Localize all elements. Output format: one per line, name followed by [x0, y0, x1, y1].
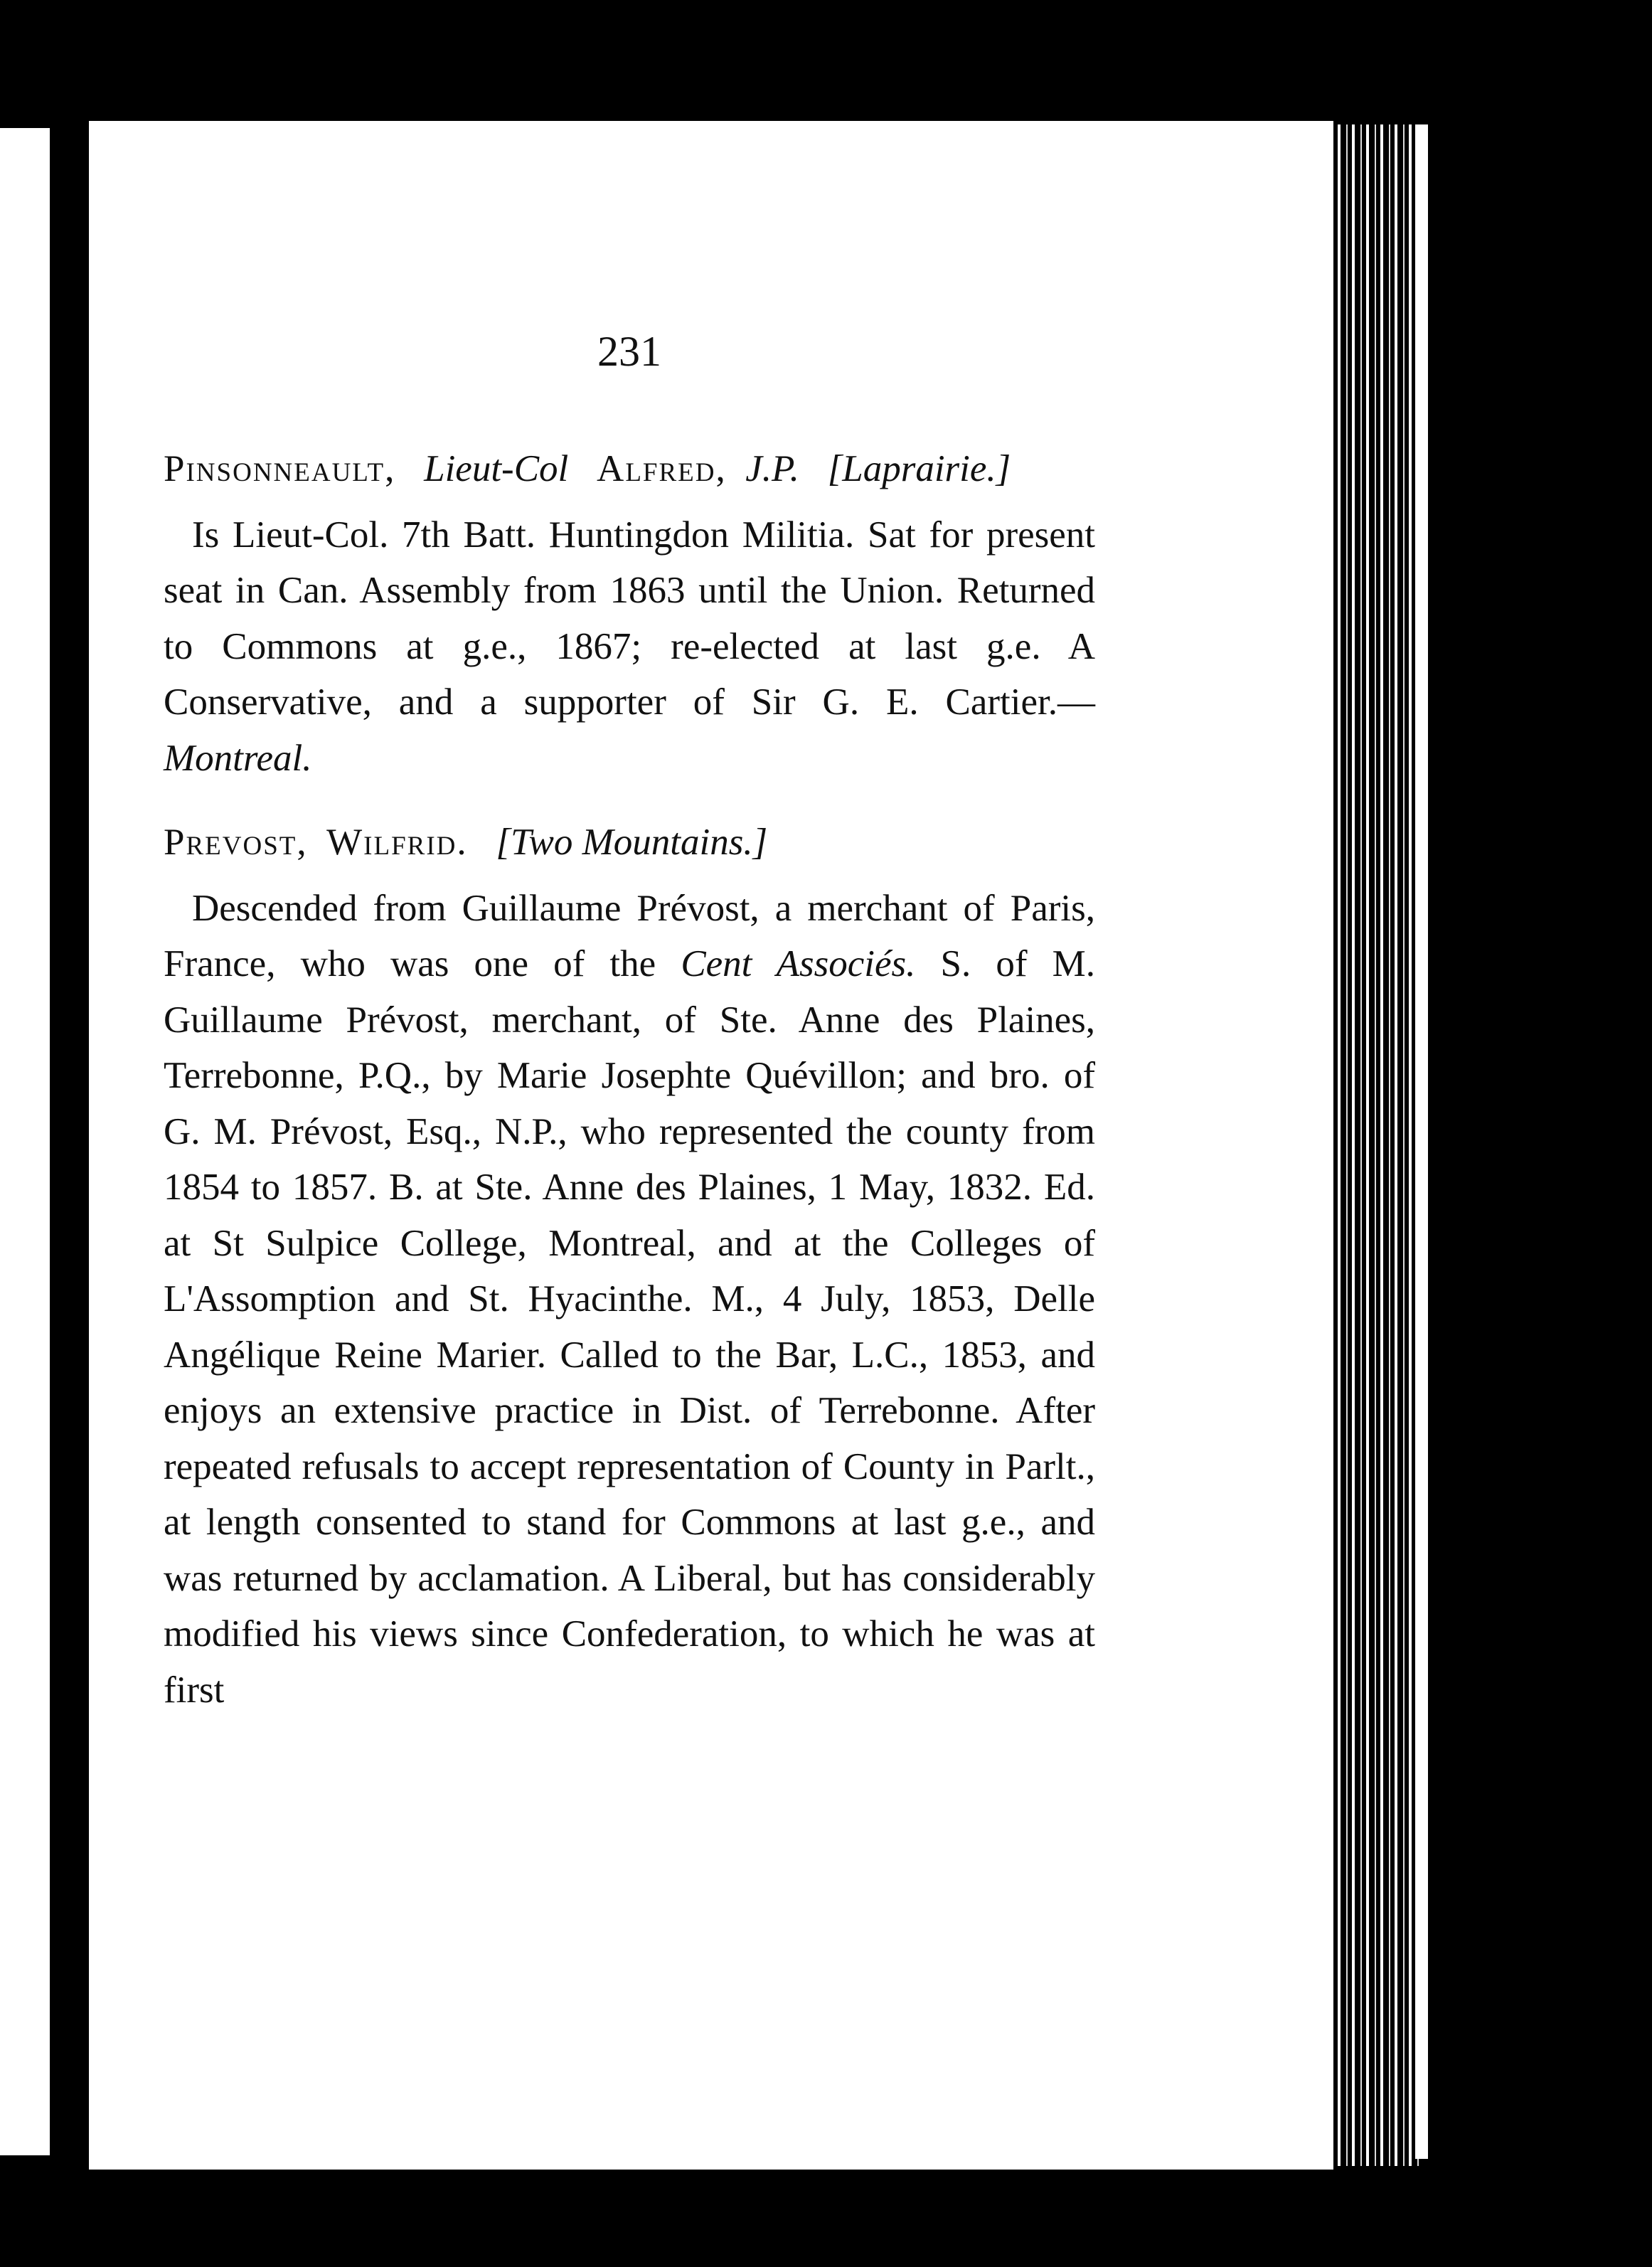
page-body: [164, 441, 1095, 1718]
entry-body-part-2: S. of M. Guillaume Prévost, merchant, of Ste. Anne des Plaines, Terrebonne, P.Q., by Marie Josephte Quévillon; and bro. of G. M. Prévost, Esq., N.P., who represented the county from 1854 to 1857. B. at Ste. Anne des Plaines, 1 May, 1832. Ed. at St Sulpice College, Montreal, and at the Colleges of L'Assomption and St. Hyacinthe. M., 4 July, 1853, Delle Angélique Reine Marier. Called to the Bar, L.C., 1853, and enjoys an extensive practice in Dist. of Terrebonne. After repeated refusals to accept representation of County in Parlt., at length consented to stand for Commons at last g.e., and was returned by acclamation. A Liberal, but has considerably modified his views since Confederation, to which he was at first: [164, 943, 1095, 1711]
entry-heading-pinsonneault: [164, 441, 1095, 497]
entry-body-part-1: Descended from Guillaume Prévost, a merchant of Paris, France, who was one of the: [164, 887, 1095, 984]
entry-text-pinsonneault: [164, 507, 1095, 787]
outer-page-edge: [1415, 124, 1428, 2159]
entry-body: Is Lieut-Col. 7th Batt. Huntingdon Militia. Sat for present seat in Can. Assembly from 1863 until the Union. Returned to Commons at g.e., 1867; re-elected at last g.e. A Conservative, and a supporter of Sir G. E. Cartier.—: [164, 514, 1095, 723]
entry-heading-prevost: [164, 814, 1095, 871]
entry-constituency: [Two Mountains.]: [496, 822, 768, 863]
page-number: 231: [597, 328, 661, 375]
stacked-page-edges: [1333, 124, 1422, 2166]
entry-italic-phrase: Cent Associés.: [681, 943, 916, 984]
entry-given-name: Wilfrid.: [326, 822, 468, 863]
entry-residence: Montreal.: [164, 737, 312, 779]
entry-constituency: [Laprairie.]: [827, 448, 1011, 489]
entry-given-name: Alfred,: [597, 448, 727, 489]
previous-page-edge: [0, 128, 50, 2155]
entry-surname: Pinsonneault,: [164, 448, 396, 489]
entry-honorific: J.P.: [745, 448, 799, 489]
entry-title: Lieut-Col: [424, 448, 569, 489]
entry-gap: [164, 786, 1095, 814]
entry-text-prevost: [164, 881, 1095, 1719]
entry-surname: Prevost,: [164, 822, 308, 863]
